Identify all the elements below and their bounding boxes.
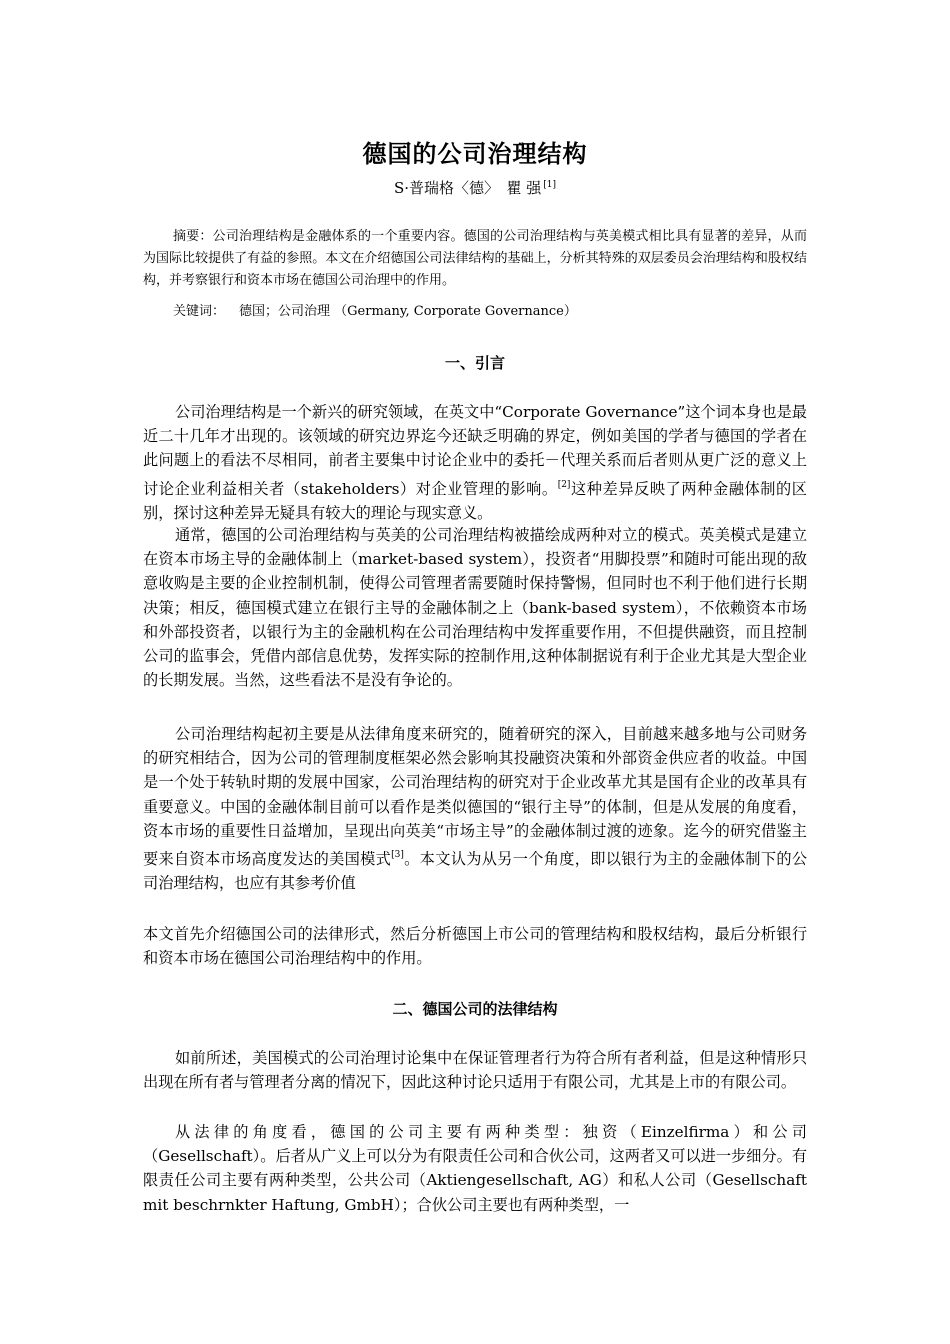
keywords-value: 德国；公司治理 （Germany, Corporate Governance）: [239, 304, 577, 319]
intro-paragraph-4: 本文首先介绍德国公司的法律形式，然后分析德国上市公司的管理结构和股权结构，最后分析银行和资本市场在德国公司治理结构中的作用。: [143, 925, 807, 968]
author-line: [0, 177, 950, 198]
section-heading-legal-structure: 二、德国公司的法律结构: [392, 1000, 558, 1018]
paper-title: 德国的公司治理结构: [362, 139, 588, 168]
intro-p1-text-b: 这种差异反映了两种金融体制的区别，探讨这种差异无疑具有较大的理论与现实意义。: [143, 479, 807, 522]
keywords-label: 关键词：: [173, 304, 226, 319]
intro-p1-text-a: 公司治理结构是一个新兴的研究领域，在英文中“Corporate Governance”这个词本身也是最近二十几年才出现的。该领域的研究边界迄今还缺乏明确的界定，例如美国的学者与德国的学者在此问题上的看法不尽相同，前者主要集中讨论企业中的委托－代理关系而后者则从更广泛的意义上讨论企业利益相关者（stakeholders）对企业管理的影响。: [143, 403, 807, 498]
footnote-ref-2[interactable]: [2]: [557, 479, 571, 490]
intro-paragraph-1: [143, 400, 807, 525]
author-names: S·普瑞格〈德〉 瞿 强: [393, 179, 542, 197]
abstract: [143, 226, 807, 292]
abstract-text: 摘要：公司治理结构是金融体系的一个重要内容。德国的公司治理结构与英美模式相比具有显著的差异，从而为国际比较提供了有益的参照。本文在介绍德国公司法律结构的基础上，分析其特殊的双层委员会治理结构和股权结构，并考察银行和资本市场在德国公司治理中的作用。: [143, 229, 807, 288]
intro-paragraph-2: 通常，德国的公司治理结构与英美的公司治理结构被描绘成两种对立的模式。英美模式是建立在资本市场主导的金融体制上（market-based system），投资者“用脚投票”和随时可能出现的敌意收购是主要的企业控制机制，使得公司管理者需要随时保持警惕，但同时也不利于他们进行长期决策；相反，德国模式建立在银行主导的金融体制之上（bank-based system），不依赖资本市场和外部投资者，以银行为主的金融机构在公司治理结构中发挥重要作用，不但提供融资，而且控制公司的监事会，凭借内部信息优势，发挥实际的控制作用,这种体制据说有利于企业尤其是大型企业的长期发展。当然，这些看法不是没有争论的。: [143, 526, 807, 690]
legal-paragraph-2: 从法律的角度看，德国的公司主要有两种类型：独资（Einzelfirma）和公司（Gesellschaft）。后者从广义上可以分为有限责任公司和合伙公司，这两者又可以进一步细分。有限责任公司主要有两种类型，公共公司（Aktiengesellschaft, AG）和私人公司（Gesellschaft mit beschrnkter Haftung, GmbH）；合伙公司主要也有两种类型，一: [143, 1123, 808, 1214]
section-heading-introduction: 一、引言: [444, 354, 505, 372]
intro-p3-text-b: 。本文认为从另一个角度，即以银行为主的金融体制下的公司治理结构，也应有其参考价值: [143, 850, 808, 893]
author-footnote-ref[interactable]: [1]: [543, 180, 557, 190]
intro-p3-text-a: 公司治理结构起初主要是从法律角度来研究的，随着研究的深入，目前越来越多地与公司财务的研究相结合，因为公司的管理制度框架必然会影响其投融资决策和外部资金供应者的收益。中国是一个处于转轨时期的发展中国家，公司治理结构的研究对于企业改革尤其是国有企业的改革具有重要意义。中国的金融体制目前可以看作是类似德国的“银行主导”的体制，但是从发展的角度看，资本市场的重要性日益增加，呈现出向英美“市场主导”的金融体制过渡的迹象。迄今的研究借鉴主要来自资本市场高度发达的美国模式: [143, 725, 807, 869]
legal-paragraph-1: 如前所述，美国模式的公司治理讨论集中在保证管理者行为符合所有者利益，但是这种情形只出现在所有者与管理者分离的情况下，因此这种讨论只适用于有限公司，尤其是上市的有限公司。: [143, 1049, 807, 1092]
intro-paragraph-3: [143, 722, 807, 895]
footnote-ref-3[interactable]: [3]: [391, 850, 404, 861]
keywords: [173, 302, 577, 322]
